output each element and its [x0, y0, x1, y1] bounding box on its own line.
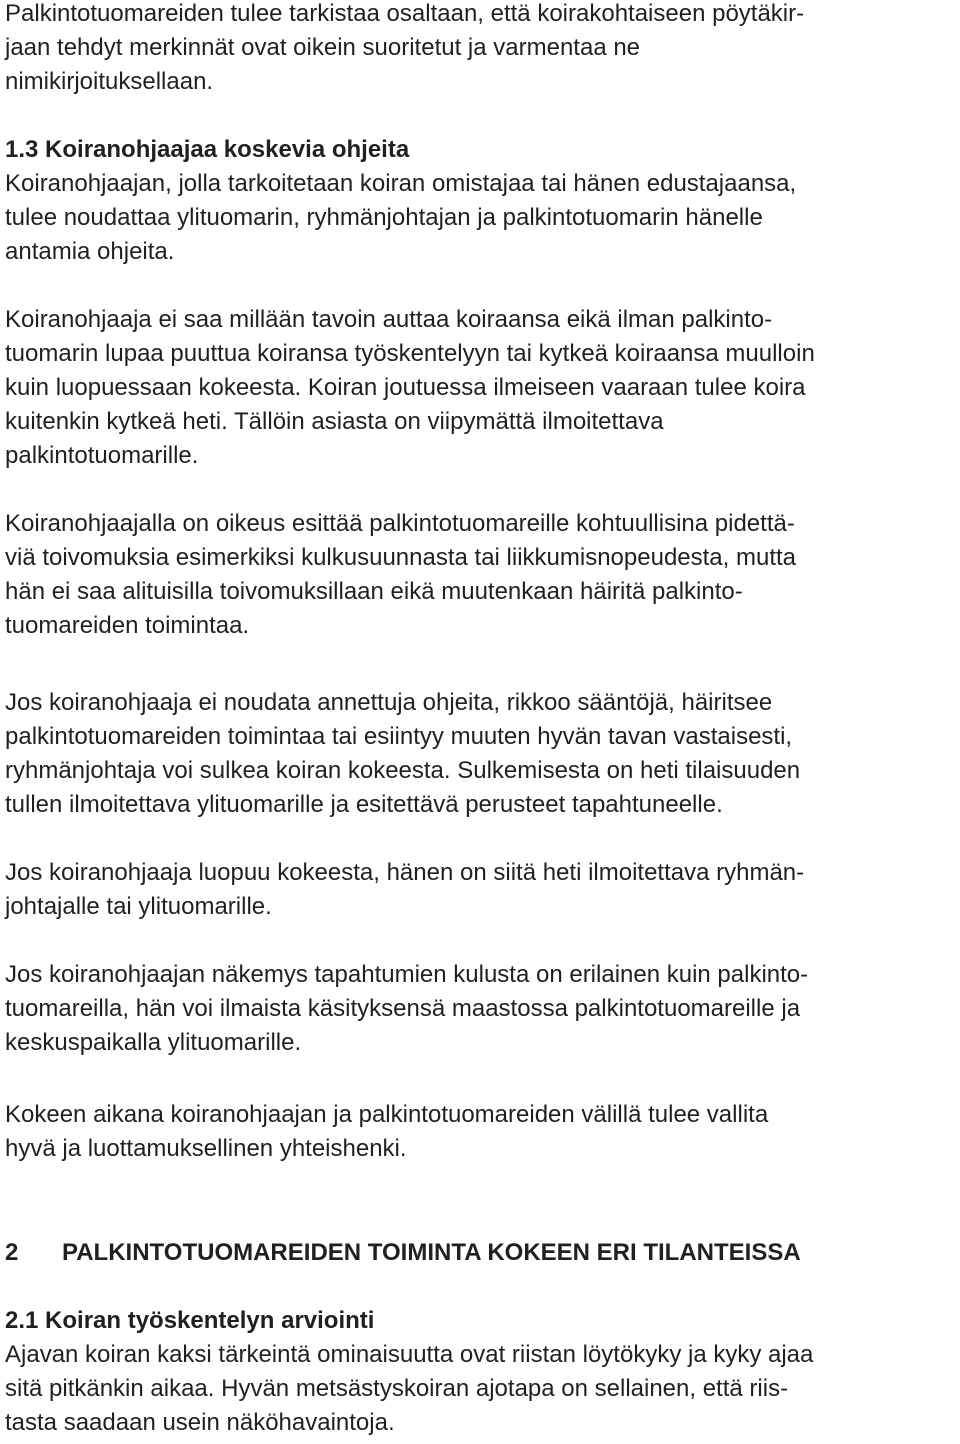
section-heading: 2.1 Koiran työskentelyn arviointi: [5, 1307, 375, 1334]
text-line: Koiranohjaajan, jolla tarkoitetaan koiran omistajaa tai hänen edustajaansa,: [5, 170, 797, 197]
text-line: Koiranohjaaja ei saa millään tavoin auttaa koiraansa eikä ilman palkinto-: [5, 306, 773, 333]
section-2-1: [5, 1304, 960, 1440]
paragraph-differing-view: [5, 958, 960, 1060]
text-line: Jos koiranohjaaja ei noudata annettuja ohjeita, rikkoo sääntöjä, häiritsee: [5, 689, 773, 716]
text-line: antamia ohjeita.: [5, 238, 175, 265]
text-line: tuomareilla, hän voi ilmaista käsityksensä maastossa palkintotuomareille ja: [5, 995, 801, 1022]
text-line: keskuspaikalla ylituomarille.: [5, 1029, 302, 1056]
paragraph-withdrawal: [5, 856, 960, 924]
text-line: ryhmänjohtaja voi sulkea koiran kokeesta. Sulkemisesta on heti tilaisuuden: [5, 757, 801, 784]
text-line: sitä pitkänkin aikaa. Hyvän metsästyskoiran ajotapa on sellainen, että riis-: [5, 1375, 789, 1402]
text-line: tullen ilmoitettava ylituomarille ja esitettävä perusteet tapahtuneelle.: [5, 791, 723, 818]
text-line: johtajalle tai ylituomarille.: [5, 893, 272, 920]
text-line: palkintotuomareiden toimintaa tai esiintyy muuten hyvän tavan vastaisesti,: [5, 723, 793, 750]
text-line: Jos koiranohjaaja luopuu kokeesta, hänen on siitä heti ilmoitettava ryhmän-: [5, 859, 805, 886]
text-line: viä toivomuksia esimerkiksi kulkusuunnasta tai liikkumisnopeudesta, mutta: [5, 544, 797, 571]
text-line: tuomarin lupaa puuttua koiransa työskentelyyn tai kytkeä koiraansa muulloin: [5, 340, 815, 367]
text-line: Ajavan koiran kaksi tärkeintä ominaisuutta ovat riistan löytökyky ja kyky ajaa: [5, 1341, 814, 1368]
chapter-number: 2: [5, 1239, 19, 1266]
chapter-title: PALKINTOTUOMAREIDEN TOIMINTA KOKEEN ERI TILANTEISSA: [62, 1239, 801, 1266]
text-line: tulee noudattaa ylituomarin, ryhmänjohtajan ja palkintotuomarin hänelle: [5, 204, 763, 231]
text-line: hän ei saa alituisilla toivomuksillaan eikä muutenkaan häiritä palkinto-: [5, 578, 743, 605]
text-line: hyvä ja luottamuksellinen yhteishenki.: [5, 1135, 407, 1162]
text-line: tasta saadaan usein näköhavaintoja.: [5, 1409, 395, 1436]
chapter-heading: [5, 1236, 960, 1270]
text-line: nimikirjoituksellaan.: [5, 68, 214, 95]
text-line: Kokeen aikana koiranohjaajan ja palkintotuomareiden välillä tulee vallita: [5, 1101, 769, 1128]
paragraph-requests: [5, 507, 960, 643]
text-line: palkintotuomarille.: [5, 442, 199, 469]
text-line: Koiranohjaajalla on oikeus esittää palkintotuomareille kohtuullisina pidettä-: [5, 510, 795, 537]
text-line: Palkintotuomareiden tulee tarkistaa osaltaan, että koirakohtaiseen pöytäkir-: [5, 0, 805, 27]
paragraph-no-helping: [5, 303, 960, 473]
section-heading: 1.3 Koiranohjaajaa koskevia ohjeita: [5, 136, 410, 163]
paragraph-exclusion: [5, 686, 960, 822]
section-1-3: [5, 133, 960, 269]
text-line: tuomareiden toimintaa.: [5, 612, 250, 639]
text-line: kuitenkin kytkeä heti. Tällöin asiasta on viipymättä ilmoitettava: [5, 408, 664, 435]
text-line: kuin luopuessaan kokeesta. Koiran joutuessa ilmeiseen vaaraan tulee koira: [5, 374, 806, 401]
text-line: Jos koiranohjaajan näkemys tapahtumien kulusta on erilainen kuin palkinto-: [5, 961, 809, 988]
paragraph-team-spirit: [5, 1098, 960, 1166]
text-line: jaan tehdyt merkinnät ovat oikein suoritetut ja varmentaa ne: [5, 34, 641, 61]
paragraph-judges-verify: [5, 0, 960, 99]
